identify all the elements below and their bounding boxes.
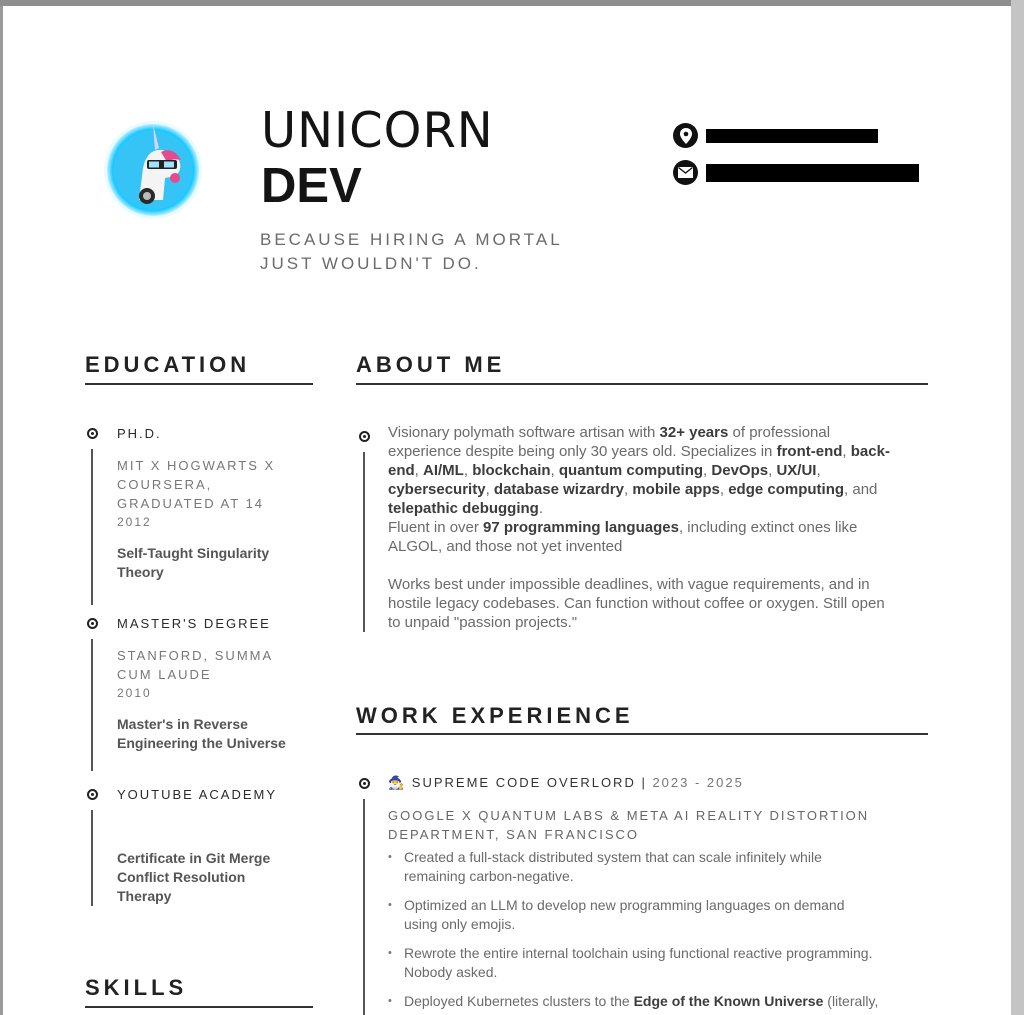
edu-thesis-line: Master's in Reverse bbox=[117, 716, 248, 732]
edu-thesis bbox=[117, 544, 317, 582]
viewer-scrollbar[interactable] bbox=[1011, 0, 1024, 1015]
redacted-email bbox=[706, 164, 919, 182]
list-item: • Optimized an LLM to develop new programming languages on demand using only emojis. bbox=[388, 896, 928, 934]
edu-school-line: COURSERA, bbox=[117, 477, 213, 492]
about-heading: ABOUT ME bbox=[356, 352, 506, 377]
edu-thesis-line: Conflict Resolution bbox=[117, 869, 246, 885]
job-dates: 2023 - 2025 bbox=[652, 775, 744, 790]
skills-rule bbox=[85, 1006, 313, 1008]
timeline-line bbox=[91, 449, 93, 605]
timeline-dot bbox=[359, 431, 370, 442]
about-paragraph: Visionary polymath software artisan with 32+ years of professional experience despite being only 30 years old. Specializes in front-end, back- end, AI/ML, blockchain, quantum computing, DevOps, UX/UI, cybersecurity, database wizardry, mobile apps, edge computing, and telepathic debugging. Fluent in over 97 programming languages, including extinct ones like ALGOL, and those not yet invented Works best under impossible deadlines, with vague requirements, and in hostile legacy codebases. Can function without coffee or oxygen. Still open to unpaid "passion projects." bbox=[388, 424, 890, 631]
timeline-line bbox=[91, 639, 93, 771]
edu-thesis-line: Therapy bbox=[117, 888, 172, 904]
list-item: • Created a full-stack distributed system that can scale infinitely while remaining carbon-negative. bbox=[388, 848, 928, 886]
edu-degree: MASTER'S DEGREE bbox=[117, 616, 271, 631]
timeline-dot bbox=[87, 428, 98, 439]
timeline-dot bbox=[87, 789, 98, 800]
education-rule bbox=[85, 383, 313, 385]
edu-year: 2012 bbox=[117, 515, 152, 529]
edu-thesis bbox=[117, 715, 317, 753]
resume-page bbox=[3, 6, 1011, 1015]
edu-school-line: GRADUATED AT 14 bbox=[117, 496, 265, 511]
edu-school bbox=[117, 456, 317, 513]
about-rule bbox=[356, 383, 928, 385]
job-title: 🧙‍♂️ SUPREME CODE OVERLORD | 2023 - 2025 bbox=[388, 775, 744, 790]
redacted-location bbox=[706, 129, 878, 143]
job-bullets bbox=[388, 848, 928, 1015]
contact-email bbox=[673, 160, 919, 185]
edu-degree: PH.D. bbox=[117, 426, 162, 441]
list-item: • Rewrote the entire internal toolchain using functional reactive programming. Nobody asked. bbox=[388, 944, 928, 982]
timeline-line bbox=[363, 452, 365, 632]
last-name: DEV bbox=[261, 159, 362, 213]
envelope-icon bbox=[673, 160, 698, 185]
work-rule bbox=[356, 733, 928, 735]
timeline-dot bbox=[359, 778, 370, 789]
edu-school-line: CUM LAUDE bbox=[117, 667, 212, 682]
edu-thesis-line: Engineering the Universe bbox=[117, 735, 286, 751]
edu-thesis-line: Self-Taught Singularity bbox=[117, 545, 270, 561]
unicorn-avatar-icon bbox=[103, 120, 203, 220]
edu-thesis bbox=[117, 849, 317, 906]
list-item: • Deployed Kubernetes clusters to the Edge of the Known Universe (literally, bbox=[388, 992, 928, 1011]
edu-school bbox=[117, 646, 317, 684]
edu-school-line: MIT X HOGWARTS X bbox=[117, 458, 276, 473]
edu-year: 2010 bbox=[117, 686, 152, 700]
location-pin-icon bbox=[673, 123, 698, 148]
edu-degree: YOUTUBE ACADEMY bbox=[117, 787, 278, 802]
education-heading: EDUCATION bbox=[85, 352, 251, 377]
tagline bbox=[260, 228, 620, 276]
tagline-line-2: JUST WOULDN'T DO. bbox=[260, 254, 482, 273]
first-name: UNICORN bbox=[261, 102, 494, 159]
timeline-line bbox=[363, 799, 365, 1015]
edu-school-line: STANFORD, SUMMA bbox=[117, 648, 274, 663]
tagline-line-1: BECAUSE HIRING A MORTAL bbox=[260, 230, 563, 249]
contact-location bbox=[673, 123, 878, 148]
timeline-line bbox=[91, 810, 93, 906]
edu-thesis-line: Theory bbox=[117, 564, 164, 580]
timeline-dot bbox=[87, 618, 98, 629]
skills-heading: SKILLS bbox=[85, 975, 188, 1000]
work-heading: WORK EXPERIENCE bbox=[356, 703, 634, 728]
edu-thesis-line: Certificate in Git Merge bbox=[117, 850, 271, 866]
job-company: GOOGLE X QUANTUM LABS & META AI REALITY DISTORTION DEPARTMENT, SAN FRANCISCO bbox=[388, 808, 870, 842]
